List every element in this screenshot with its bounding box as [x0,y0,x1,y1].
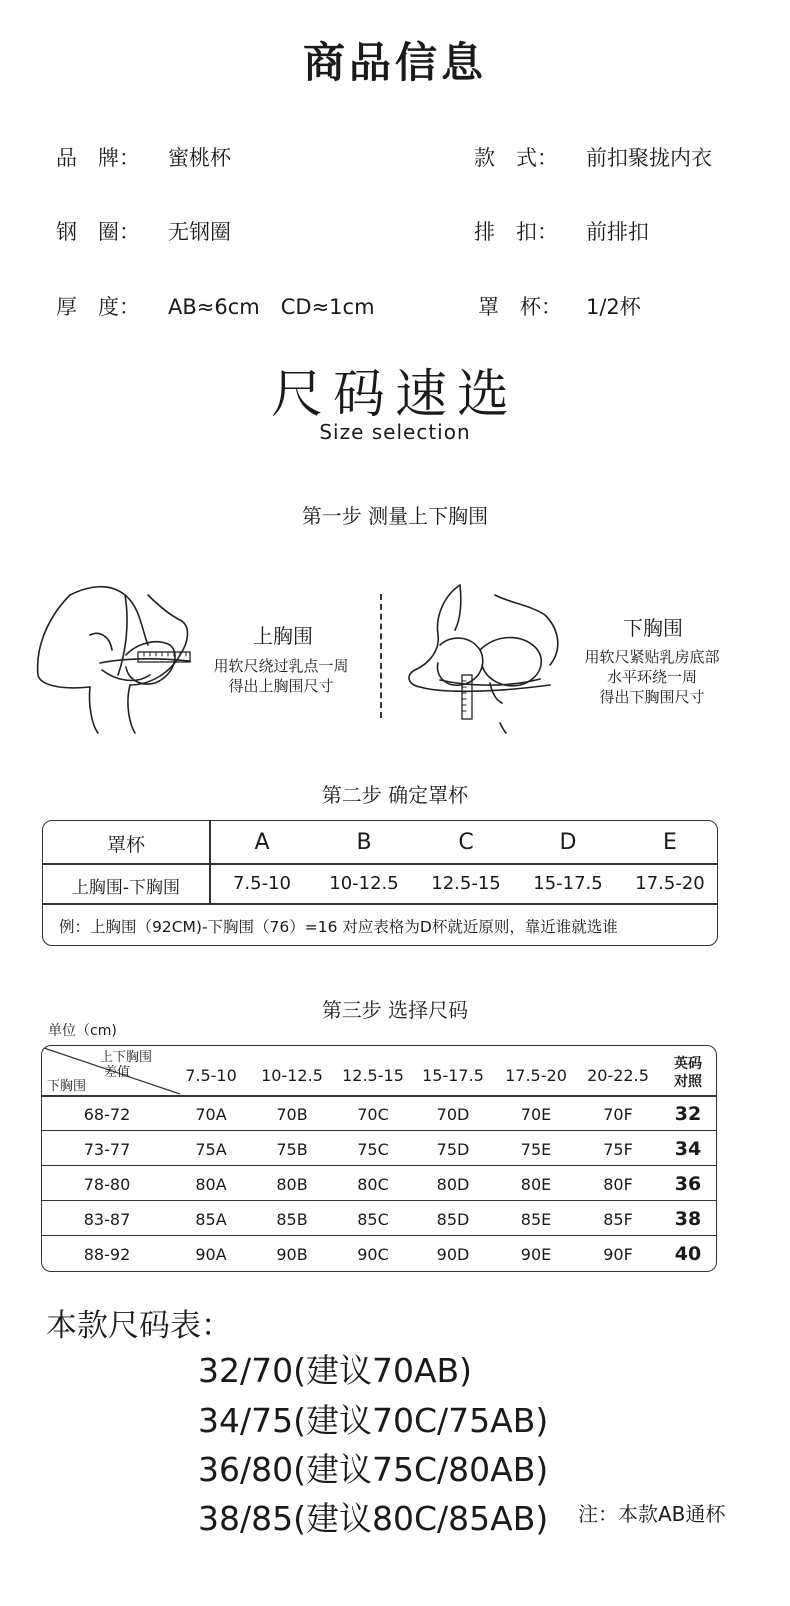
band-cell: 68-72 [83,1105,131,1124]
cup-letter: C [458,830,474,855]
info-cup [478,291,641,321]
uk-size-cell: 38 [674,1208,702,1230]
size-cell: 70C [357,1105,389,1124]
size-cell: 75C [357,1140,389,1159]
size-section-subtitle: Size selection [319,420,471,444]
clasp-label: 排 扣： [474,220,558,244]
size-table-divider [42,1130,716,1131]
cup-letter: A [254,830,270,855]
cup-diff: 12.5-15 [431,873,501,894]
info-wire [56,216,231,246]
lower-bust-title: 下胸围 [623,616,683,640]
upper-bust-desc-2: 得出上胸围尺寸 [228,677,334,695]
cup-example: 例：上胸围（92CM)-下胸围（76）=16 对应表格为D杯就近原则，靠近谁就选谁 [59,918,618,936]
lower-bust-desc-1: 用软尺紧贴乳房底部 [584,648,720,666]
info-thickness [56,291,375,321]
size-cell: 90E [520,1245,552,1264]
size-cell: 85F [603,1210,633,1229]
thickness-label: 厚 度： [56,295,140,319]
cup-header-label: 罩杯 [106,834,145,856]
band-cell: 78-80 [83,1175,131,1194]
model-size-line: 32/70(建议70AB) [198,1351,473,1390]
step3-title: 第三步 选择尺码 [321,998,469,1022]
band-cell: 73-77 [83,1140,131,1159]
size-table [41,1045,717,1272]
size-column-header: 10-12.5 [261,1066,323,1085]
size-cell: 80C [357,1175,389,1194]
lower-bust-desc-3: 得出下胸围尺寸 [599,688,705,706]
size-cell: 90F [603,1245,633,1264]
size-table-divider [42,1095,716,1097]
upper-bust-title: 上胸围 [253,624,313,648]
size-cell: 90D [436,1245,470,1264]
model-size-line: 38/85(建议80C/85AB) [198,1499,549,1538]
info-clasp [474,216,649,246]
size-column-header: 17.5-20 [505,1066,567,1085]
size-cell: 85A [195,1210,227,1229]
band-cell: 88-92 [83,1245,131,1264]
lower-bust-illustration [400,575,580,735]
model-size-line: 36/80(建议75C/80AB) [198,1450,549,1489]
cup-diff: 15-17.5 [533,873,603,894]
cup-letter: B [356,830,372,855]
size-cell: 80A [195,1175,227,1194]
size-column-header: 7.5-10 [185,1066,237,1085]
cup-label: 罩 杯： [478,295,562,319]
uk-size-cell: 40 [674,1243,702,1265]
corner-bottom: 下胸围 [47,1079,87,1094]
size-cell: 90C [357,1245,389,1264]
unit-label: 单位（cm) [48,1023,117,1039]
uk-header-2: 对照 [674,1074,702,1090]
cup-diff: 7.5-10 [232,873,292,894]
size-cell: 70A [195,1105,227,1124]
cup-row-label: 上胸围-下胸围 [71,878,181,898]
step1-title: 第一步 测量上下胸围 [301,504,489,528]
size-cell: 85C [357,1210,389,1229]
model-size-title: 本款尺码表： [46,1308,232,1344]
cup-letter: D [559,830,577,855]
clasp-value: 前排扣 [586,220,649,244]
size-cell: 80D [436,1175,470,1194]
thickness-value: AB≈6cm CD≈1cm [168,295,375,319]
wire-value: 无钢圈 [168,220,231,244]
step1-divider [380,594,382,718]
size-cell: 75F [603,1140,633,1159]
size-cell: 90A [195,1245,227,1264]
cup-table-divider [43,863,717,865]
cup-letter: E [663,830,677,855]
size-column-header: 20-22.5 [587,1066,649,1085]
size-column-header: 12.5-15 [342,1066,404,1085]
cup-value: 1/2杯 [586,295,641,319]
size-cell: 85D [436,1210,470,1229]
upper-bust-illustration [30,575,210,735]
size-cell: 70F [603,1105,633,1124]
uk-size-cell: 34 [674,1138,702,1160]
size-cell: 85E [520,1210,552,1229]
uk-header-1: 英码 [674,1056,702,1072]
step2-title: 第二步 确定罩杯 [321,783,469,807]
size-section-title: 尺码速选 [270,365,519,425]
size-cell: 75B [276,1140,308,1159]
model-size-line: 34/75(建议70C/75AB) [198,1401,549,1440]
uk-size-cell: 32 [674,1103,702,1125]
size-cell: 90B [276,1245,308,1264]
cup-diff: 10-12.5 [329,873,399,894]
page-title: 商品信息 [302,38,487,87]
size-cell: 80E [520,1175,552,1194]
size-cell: 75A [195,1140,227,1159]
size-cell: 70D [436,1105,470,1124]
model-size-note: 注：本款AB通杯 [578,1502,726,1526]
size-cell: 85B [276,1210,308,1229]
size-cell: 75E [520,1140,552,1159]
size-cell: 75D [436,1140,470,1159]
uk-size-cell: 36 [674,1173,702,1195]
info-brand [56,142,231,172]
size-cell: 70B [276,1105,308,1124]
brand-label: 品 牌： [56,146,140,170]
size-cell: 70E [520,1105,552,1124]
cup-diff: 17.5-20 [635,873,705,894]
corner-top: 上下胸围 [100,1050,153,1065]
upper-bust-desc-1: 用软尺绕过乳点一周 [213,657,349,675]
size-column-header: 15-17.5 [422,1066,484,1085]
style-label: 款 式： [474,146,558,170]
size-table-divider [42,1200,716,1201]
cup-table-divider [43,903,717,905]
size-cell: 80F [603,1175,633,1194]
info-style [474,142,712,172]
wire-label: 钢 圈： [56,220,140,244]
band-cell: 83-87 [83,1210,131,1229]
corner-mid: 差值 [104,1065,131,1080]
size-cell: 80B [276,1175,308,1194]
size-table-divider [42,1165,716,1166]
lower-bust-desc-2: 水平环绕一周 [606,668,697,686]
style-value: 前扣聚拢内衣 [586,146,712,170]
cup-table [42,820,718,946]
brand-value: 蜜桃杯 [168,146,231,170]
size-table-divider [42,1235,716,1236]
